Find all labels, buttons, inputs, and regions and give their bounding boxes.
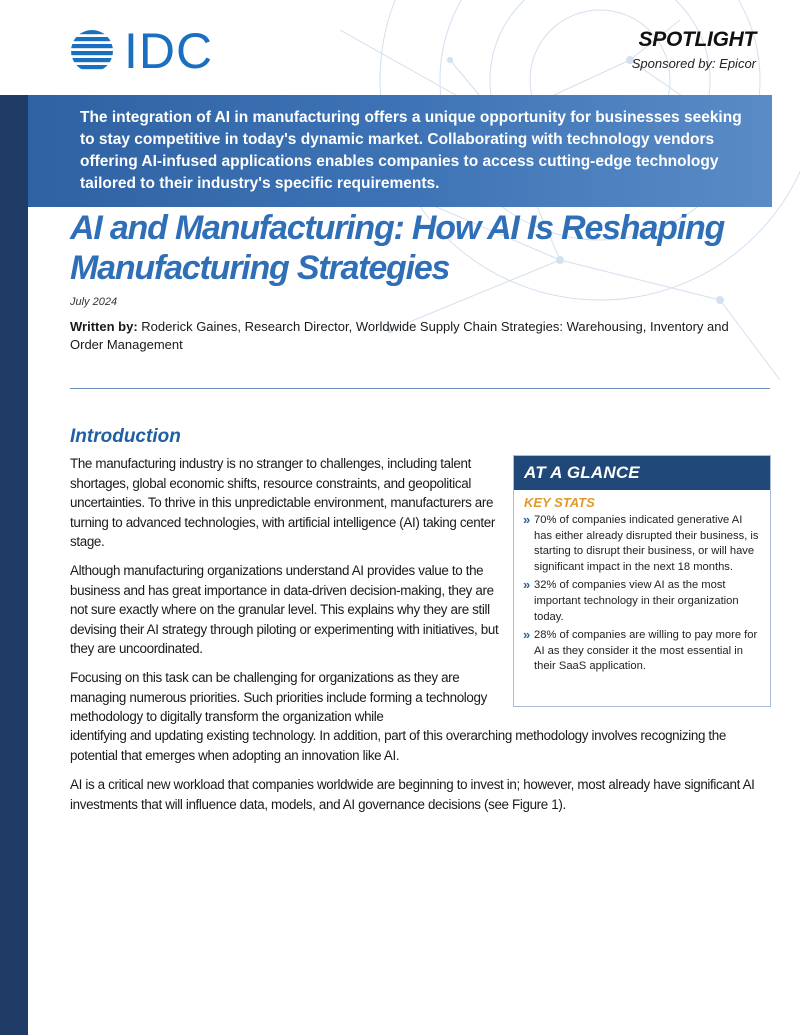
intro-paragraph-2: Although manufacturing organizations understand AI provides value to the business and has great importance in data-driven decision-making, they are not sure exactly where on the granular level. This explains why they are still devising their AI strategy through piloting or experimenting with initiatives, but they are uncoordinated.: [70, 563, 499, 656]
idc-logo: [70, 23, 215, 79]
at-a-glance-box: [513, 455, 771, 707]
intro-banner: [28, 95, 772, 207]
key-stat-text: 32% of companies view AI as the most important technology in their organization today.: [534, 579, 739, 623]
author-label: Written by:: [70, 319, 138, 334]
logo-text: IDC: [124, 23, 214, 79]
title-line-1: AI and Manufacturing: How AI Is Reshaping: [70, 209, 725, 247]
intro-paragraph-3a: Focusing on this task can be challenging for organizations as they are managing numerous priorities. Such priorities include forming a technology methodology to digitally transform the organization while: [70, 670, 487, 724]
key-stat-text: 70% of companies indicated generative AI has either already disrupted their business, is starting to disrupt their business, or will have significant impact in the next 18 months.: [534, 514, 759, 573]
title-line-2: Manufacturing Strategies: [70, 249, 450, 287]
spotlight-title: SPOTLIGHT: [638, 28, 756, 51]
document-title: [70, 208, 750, 288]
chevron-right-icon: »: [523, 577, 531, 593]
introduction-heading: Introduction: [70, 426, 181, 447]
spotlight-block: [632, 28, 756, 71]
chevron-right-icon: »: [523, 512, 531, 527]
key-stat-item: [514, 628, 770, 675]
at-a-glance-heading: AT A GLANCE: [514, 456, 770, 490]
document-date: July 2024: [70, 296, 118, 308]
intro-paragraph-1: The manufacturing industry is no stranger to challenges, including talent shortages, global economic shifts, resource constraints, and geopolitical uncertainties. To thrive in this unpredictable environment, manufacturers are turning to advanced technologies, with artificial intelligence (AI) taking center stage.: [70, 456, 495, 549]
author-line: [70, 318, 750, 354]
intro-paragraph-3b: identifying and updating existing technology. In addition, part of this overarching methodology involves recognizing the potential that emerges when adopting an innovation like AI.: [70, 728, 726, 763]
chevron-right-icon: »: [523, 627, 531, 643]
banner-text: The integration of AI in manufacturing offers a unique opportunity for businesses seeking to stay competitive in today's dynamic market. Collaborating with technology vendors offering AI-infused applications enables companies to access cutting-edge technology tailored to their industry's specific requirements.: [80, 109, 742, 192]
idc-globe-icon: [70, 29, 120, 73]
left-accent-bar: [0, 95, 28, 1035]
key-stat-text: 28% of companies are willing to pay more for AI as they consider it the most essential in their SaaS application.: [534, 629, 758, 673]
key-stats-heading: KEY STATS: [524, 495, 595, 510]
sponsor-text: Sponsored by: Epicor: [631, 56, 756, 71]
divider: [70, 388, 770, 389]
key-stat-item: [514, 513, 770, 575]
intro-paragraph-4: AI is a critical new workload that companies worldwide are beginning to invest in; however, most already have significant AI investments that will influence data, models, and AI governance decisions (see Figure 1).: [70, 777, 755, 812]
author-text: Roderick Gaines, Research Director, Worldwide Supply Chain Strategies: Warehousing, Inventory and Order Management: [70, 319, 729, 352]
key-stat-item: [514, 578, 770, 625]
